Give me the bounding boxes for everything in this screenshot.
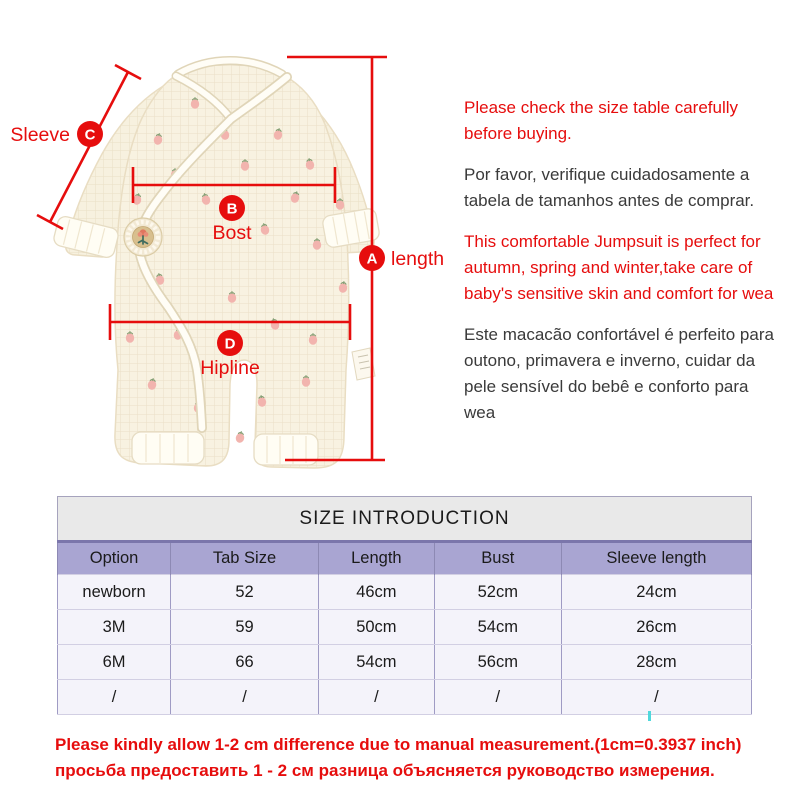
cell: /	[561, 680, 751, 715]
marker-b-letter: B	[226, 200, 238, 218]
size-table-title-row	[58, 497, 752, 542]
cell: newborn	[58, 575, 171, 610]
cell: /	[171, 680, 319, 715]
cyan-artifact-mark	[648, 711, 651, 721]
col-header-length: Length	[318, 542, 434, 575]
label-bust: Bost	[212, 222, 252, 244]
cell: 46cm	[318, 575, 434, 610]
footer-note-ru: просьба предоставить 1 - 2 см разница объясняется руководство измерения.	[55, 761, 715, 780]
col-header-tab-size: Tab Size	[171, 542, 319, 575]
cell: /	[318, 680, 434, 715]
size-table-header-row	[58, 542, 752, 575]
cell: 50cm	[318, 610, 434, 645]
cell: 26cm	[561, 610, 751, 645]
size-table	[57, 496, 752, 715]
cell: /	[58, 680, 171, 715]
marker-c-letter: C	[84, 126, 96, 144]
marker-a-letter: A	[366, 250, 378, 268]
description-pt: Este macacão confortável é perfeito para outono, primavera e inverno, cuidar da pele sensível do bebê e conforto para wea	[464, 325, 774, 422]
cell: 6M	[58, 645, 171, 680]
info-panel	[464, 95, 780, 441]
cell: 59	[171, 610, 319, 645]
cell: 54cm	[434, 610, 561, 645]
col-header-bust: Bust	[434, 542, 561, 575]
cell: 28cm	[561, 645, 751, 680]
flower-button	[124, 218, 162, 256]
table-row-3m	[58, 610, 752, 645]
cell: 52	[171, 575, 319, 610]
cell: 54cm	[318, 645, 434, 680]
garment-figure	[10, 40, 450, 480]
marker-d-letter: D	[224, 335, 236, 353]
cell: 56cm	[434, 645, 561, 680]
notice-en: Please check the size table carefully before buying.	[464, 98, 739, 143]
table-row-empty	[58, 680, 752, 715]
footer-note-en: Please kindly allow 1-2 cm difference due to manual measurement.(1cm=0.3937 inch)	[55, 735, 742, 754]
cell: 24cm	[561, 575, 751, 610]
label-hipline: Hipline	[200, 357, 260, 379]
footer-notes	[55, 732, 775, 784]
cell: 3M	[58, 610, 171, 645]
size-table-title: SIZE INTRODUCTION	[58, 497, 752, 542]
col-header-sleeve-length: Sleeve length	[561, 542, 751, 575]
cell: 66	[171, 645, 319, 680]
description-en: This comfortable Jumpsuit is perfect for autumn, spring and winter,take care of baby's sensitive skin and comfort for wea	[464, 232, 774, 303]
col-header-option: Option	[58, 542, 171, 575]
table-row-newborn	[58, 575, 752, 610]
cell: /	[434, 680, 561, 715]
cell: 52cm	[434, 575, 561, 610]
notice-pt: Por favor, verifique cuidadosamente a tabela de tamanhos antes de comprar.	[464, 165, 755, 210]
label-sleeve: Sleeve	[10, 124, 70, 146]
label-length: length	[391, 248, 445, 270]
table-row-6m	[58, 645, 752, 680]
